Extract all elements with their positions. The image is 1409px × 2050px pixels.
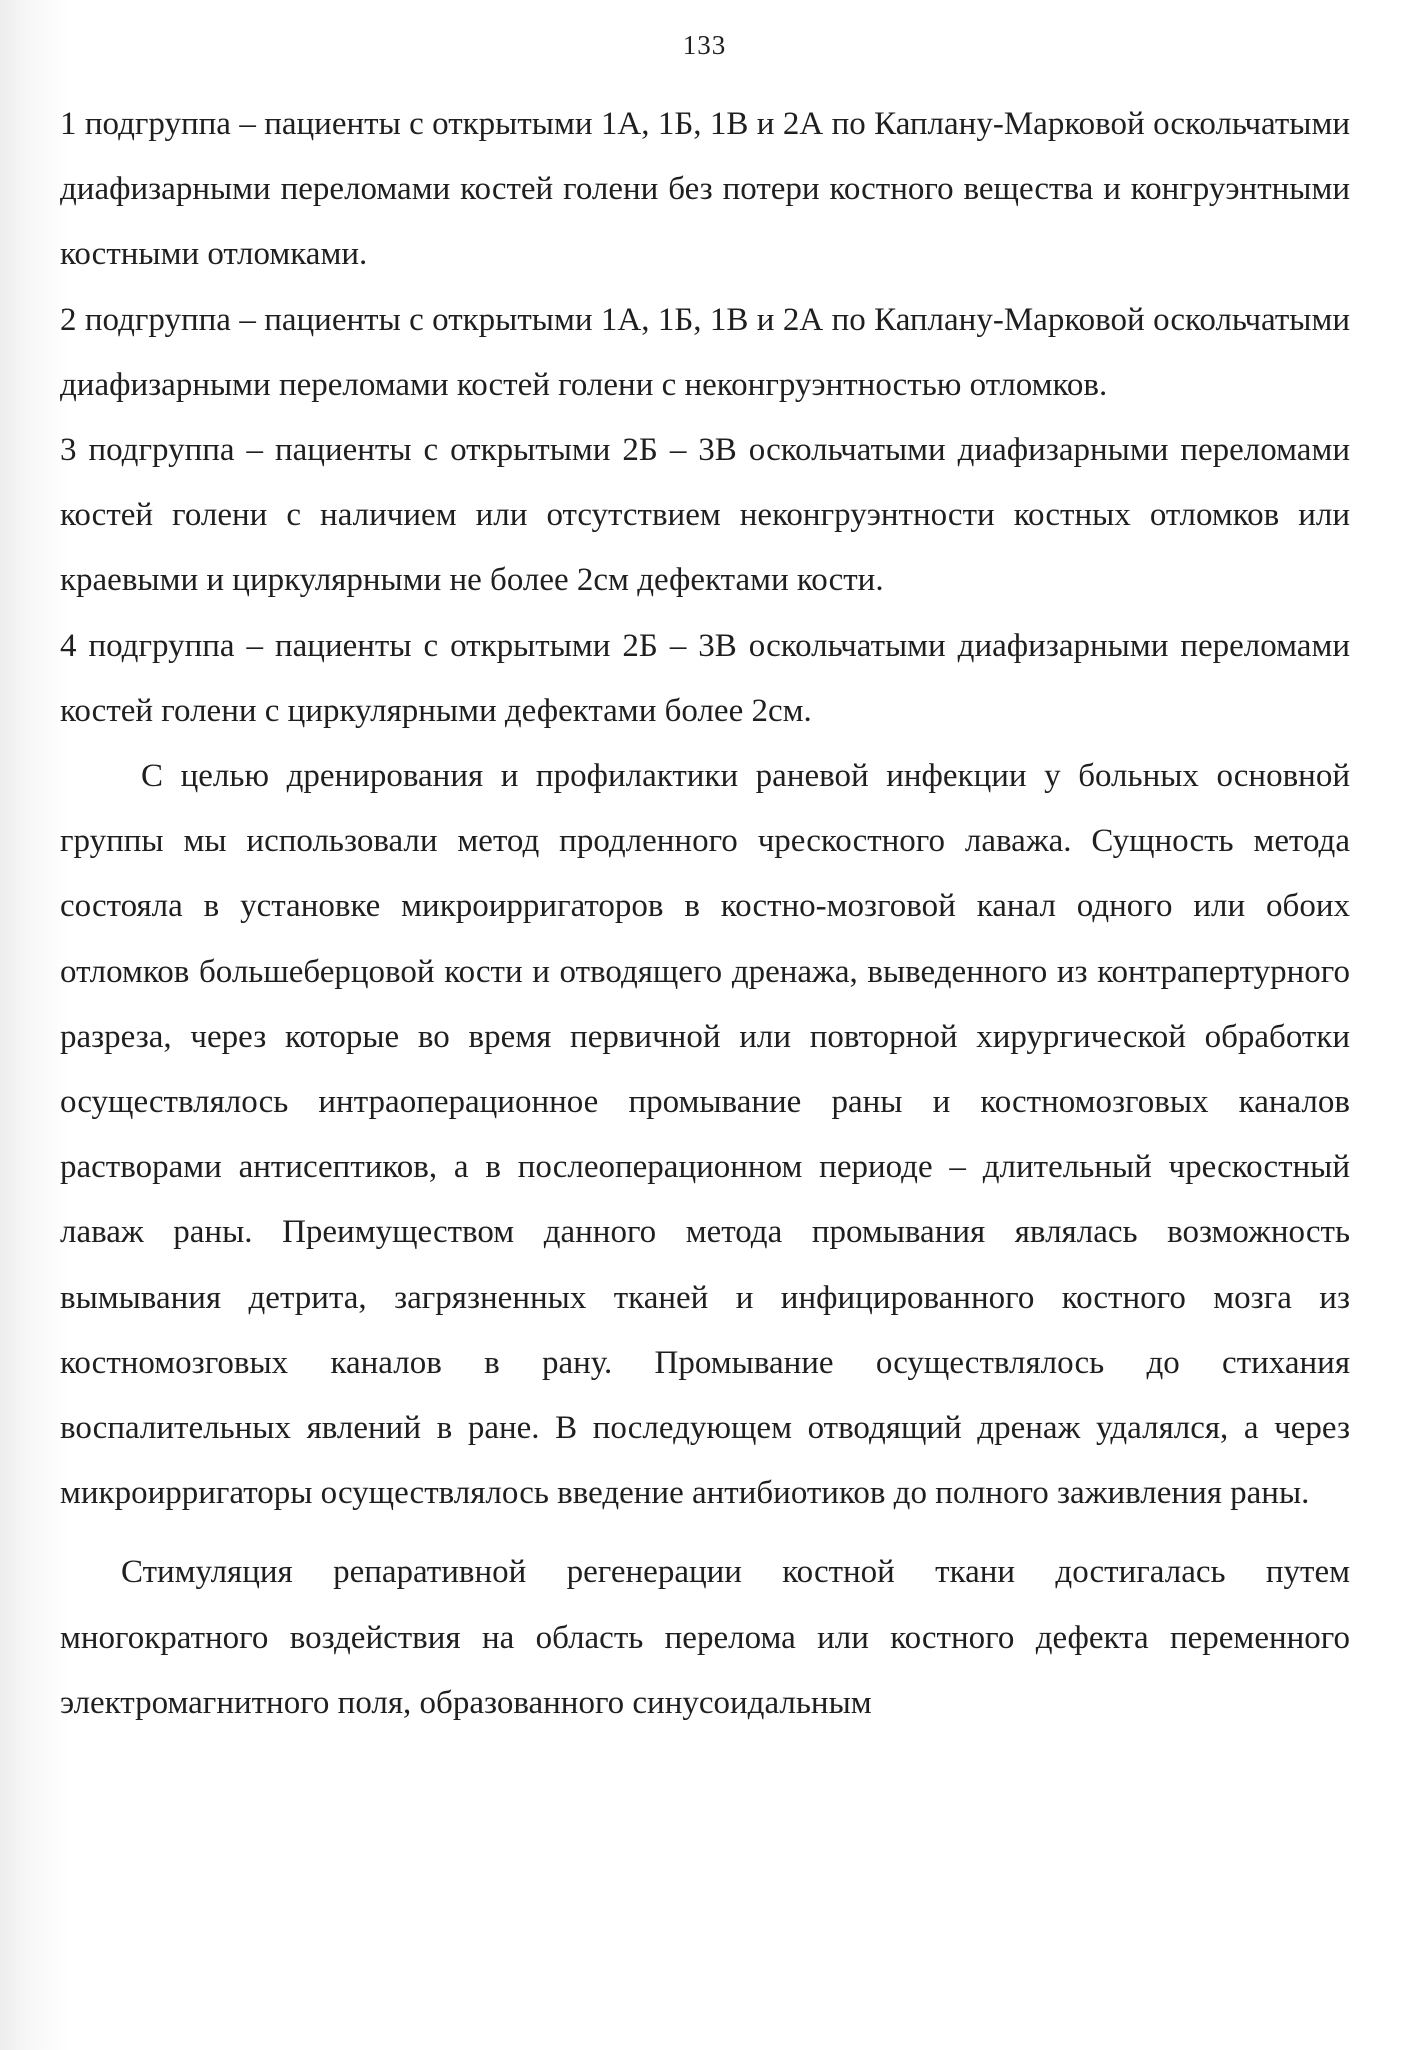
page-number: 133 xyxy=(682,30,727,60)
subgroup-4-paragraph: 4 подгруппа – пациенты с открытыми 2Б – 3В оскольчатыми диафизарными переломами костей голени с циркулярными дефектами более 2см. xyxy=(60,627,1350,729)
stimulation-paragraph: Стимуляция репаративной регенерации костной ткани достигалась путем многократного воздействия на область перелома или костного дефекта переменного электромагнитного поля, образованного синусоидальным xyxy=(60,1554,1350,1721)
document-body xyxy=(60,92,1350,1736)
lavage-method-paragraph: С целью дренирования и профилактики раневой инфекции у больных основной группы мы использовали метод продленного чрескостного лаважа. Сущность метода состояла в установке микроирригаторов в костно-мозговой канал одного или обоих отломков большеберцовой кости и отводящего дренажа, выведенного из контрапертурного разреза, через которые во время первичной или повторной хирургической обработки осуществлялось интраоперационное промывание раны и костномозговых каналов растворами антисептиков, а в послеоперационном периоде – длительный чрескостный лаваж раны. Преимуществом данного метода промывания являлась возможность вымывания детрита, загрязненных тканей и инфицированного костного мозга из костномозговых каналов в рану. Промывание осуществлялось до стихания воспалительных явлений в ране. В последующем отводящий дренаж удалялся, а через микроирригаторы осуществлялось введение антибиотиков до полного заживления раны. xyxy=(60,758,1350,1512)
subgroup-1-paragraph: 1 подгруппа – пациенты с открытыми 1А, 1Б, 1В и 2А по Каплану-Марковой оскольчатыми диафизарными переломами костей голени без потери костного вещества и конгруэнтными костными отломками. xyxy=(60,106,1350,273)
subgroup-2-paragraph: 2 подгруппа – пациенты с открытыми 1А, 1Б, 1В и 2А по Каплану-Марковой оскольчатыми диафизарными переломами костей голени с неконгруэнтностью отломков. xyxy=(60,301,1350,403)
subgroup-3-paragraph: 3 подгруппа – пациенты с открытыми 2Б – 3В оскольчатыми диафизарными переломами костей голени с наличием или отсутствием неконгруэнтности костных отломков или краевыми и циркулярными не более 2см дефектами кости. xyxy=(60,432,1350,599)
